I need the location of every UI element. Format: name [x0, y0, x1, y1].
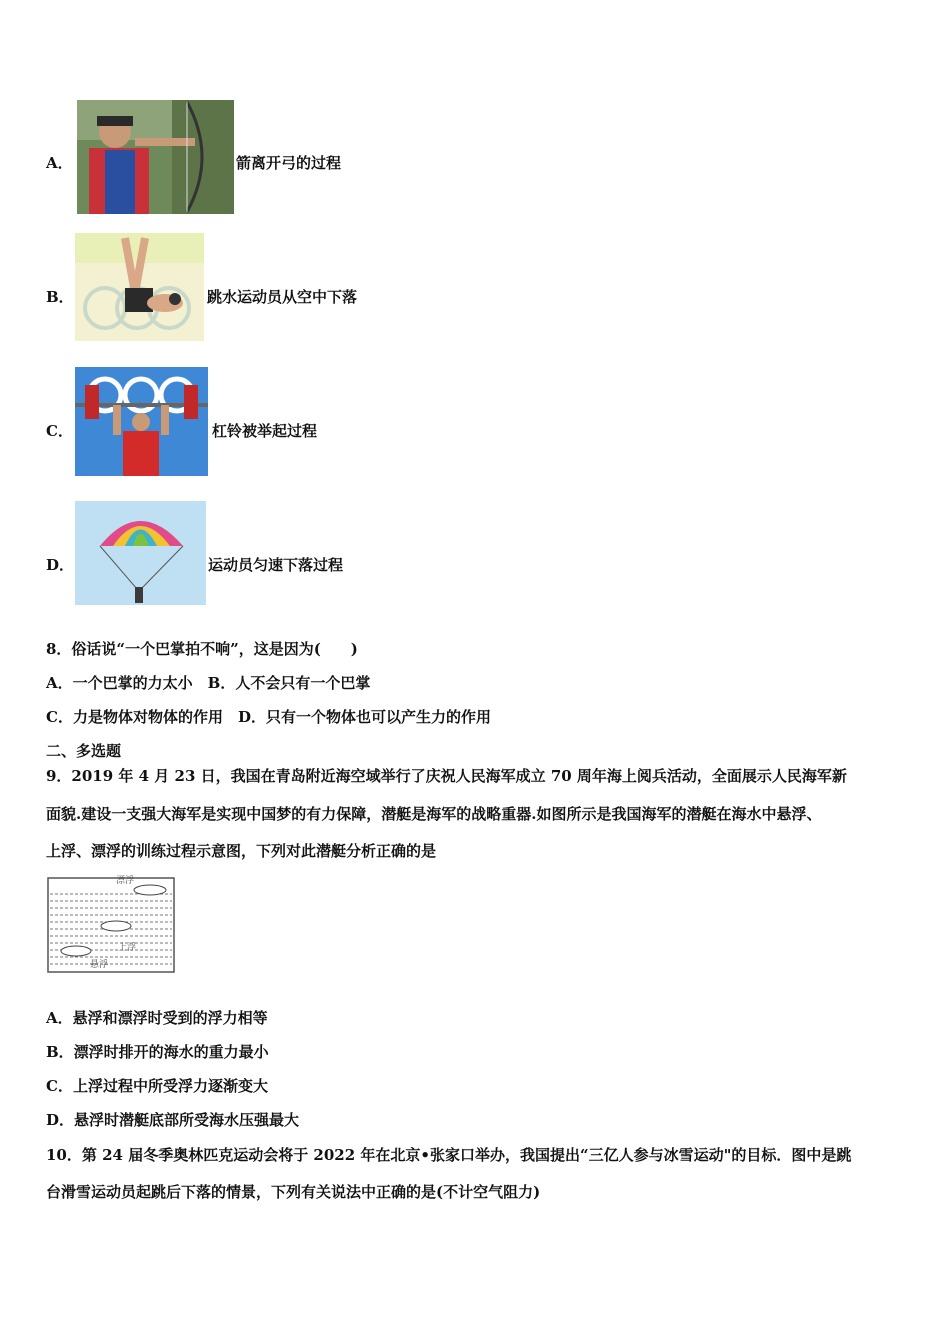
- option-letter: D．: [46, 556, 75, 574]
- submarine-diagram: [46, 872, 176, 974]
- parachute-photo: [75, 501, 206, 605]
- option-d: D．悬浮时潜艇底部所受海水压强最大: [46, 1111, 300, 1129]
- archer-photo: [77, 100, 234, 214]
- submarine-rising: [101, 921, 131, 931]
- option-b: B．漂浮时排开的海水的重力最小: [46, 1043, 269, 1061]
- option-text: 箭离开弓的过程: [236, 154, 342, 172]
- option-text: 运动员匀速下落过程: [208, 556, 344, 574]
- label-rise: 上浮: [118, 943, 137, 953]
- weightlifter-photo: [75, 367, 208, 476]
- option-text: 跳水运动员从空中下落: [207, 288, 358, 306]
- options-line: A．一个巴掌的力太小 B．人不会只有一个巴掌: [46, 674, 371, 692]
- option-a: A．悬浮和漂浮时受到的浮力相等: [46, 1009, 268, 1027]
- option-letter: C．: [46, 422, 73, 440]
- option-text: 杠铃被举起过程: [212, 422, 318, 440]
- section-title: 二、多选题: [46, 742, 122, 760]
- options-line: C．力是物体对物体的作用 D．只有一个物体也可以产生力的作用: [46, 708, 491, 726]
- diver-photo: [75, 233, 204, 341]
- option-letter: B．: [46, 288, 74, 306]
- question-text-line: 面貌.建设一支强大海军是实现中国梦的有力保障，潜艇是海军的战略重器.如图所示是我国海军的潜艇在海水中悬浮、: [46, 805, 822, 823]
- submarine-suspended: [61, 946, 91, 956]
- option-letter: A．: [46, 154, 73, 172]
- label-float: 漂浮: [116, 876, 135, 886]
- question-text-line: 9．2019 年 4 月 23 日，我国在青岛附近海空域举行了庆祝人民海军成立 70 周年海上阅兵活动，全面展示人民海军新: [46, 767, 847, 785]
- submarine-floating: [134, 885, 166, 895]
- question-text-line: 台滑雪运动员起跳后下落的情景，下列有关说法中正确的是(不计空气阻力): [46, 1183, 541, 1201]
- question-stem: 8．俗话说“一个巴掌拍不响”，这是因为( ): [46, 640, 358, 658]
- question-text-line: 上浮、漂浮的训练过程示意图，下列对此潜艇分析正确的是: [46, 842, 437, 860]
- question-text-line: 10．第 24 届冬季奥林匹克运动会将于 2022 年在北京•张家口举办，我国提出“三亿人参与冰雪运动"的目标．图中是跳: [46, 1146, 852, 1164]
- option-c: C．上浮过程中所受浮力逐渐变大: [46, 1077, 268, 1095]
- label-suspend: 悬浮: [90, 960, 109, 970]
